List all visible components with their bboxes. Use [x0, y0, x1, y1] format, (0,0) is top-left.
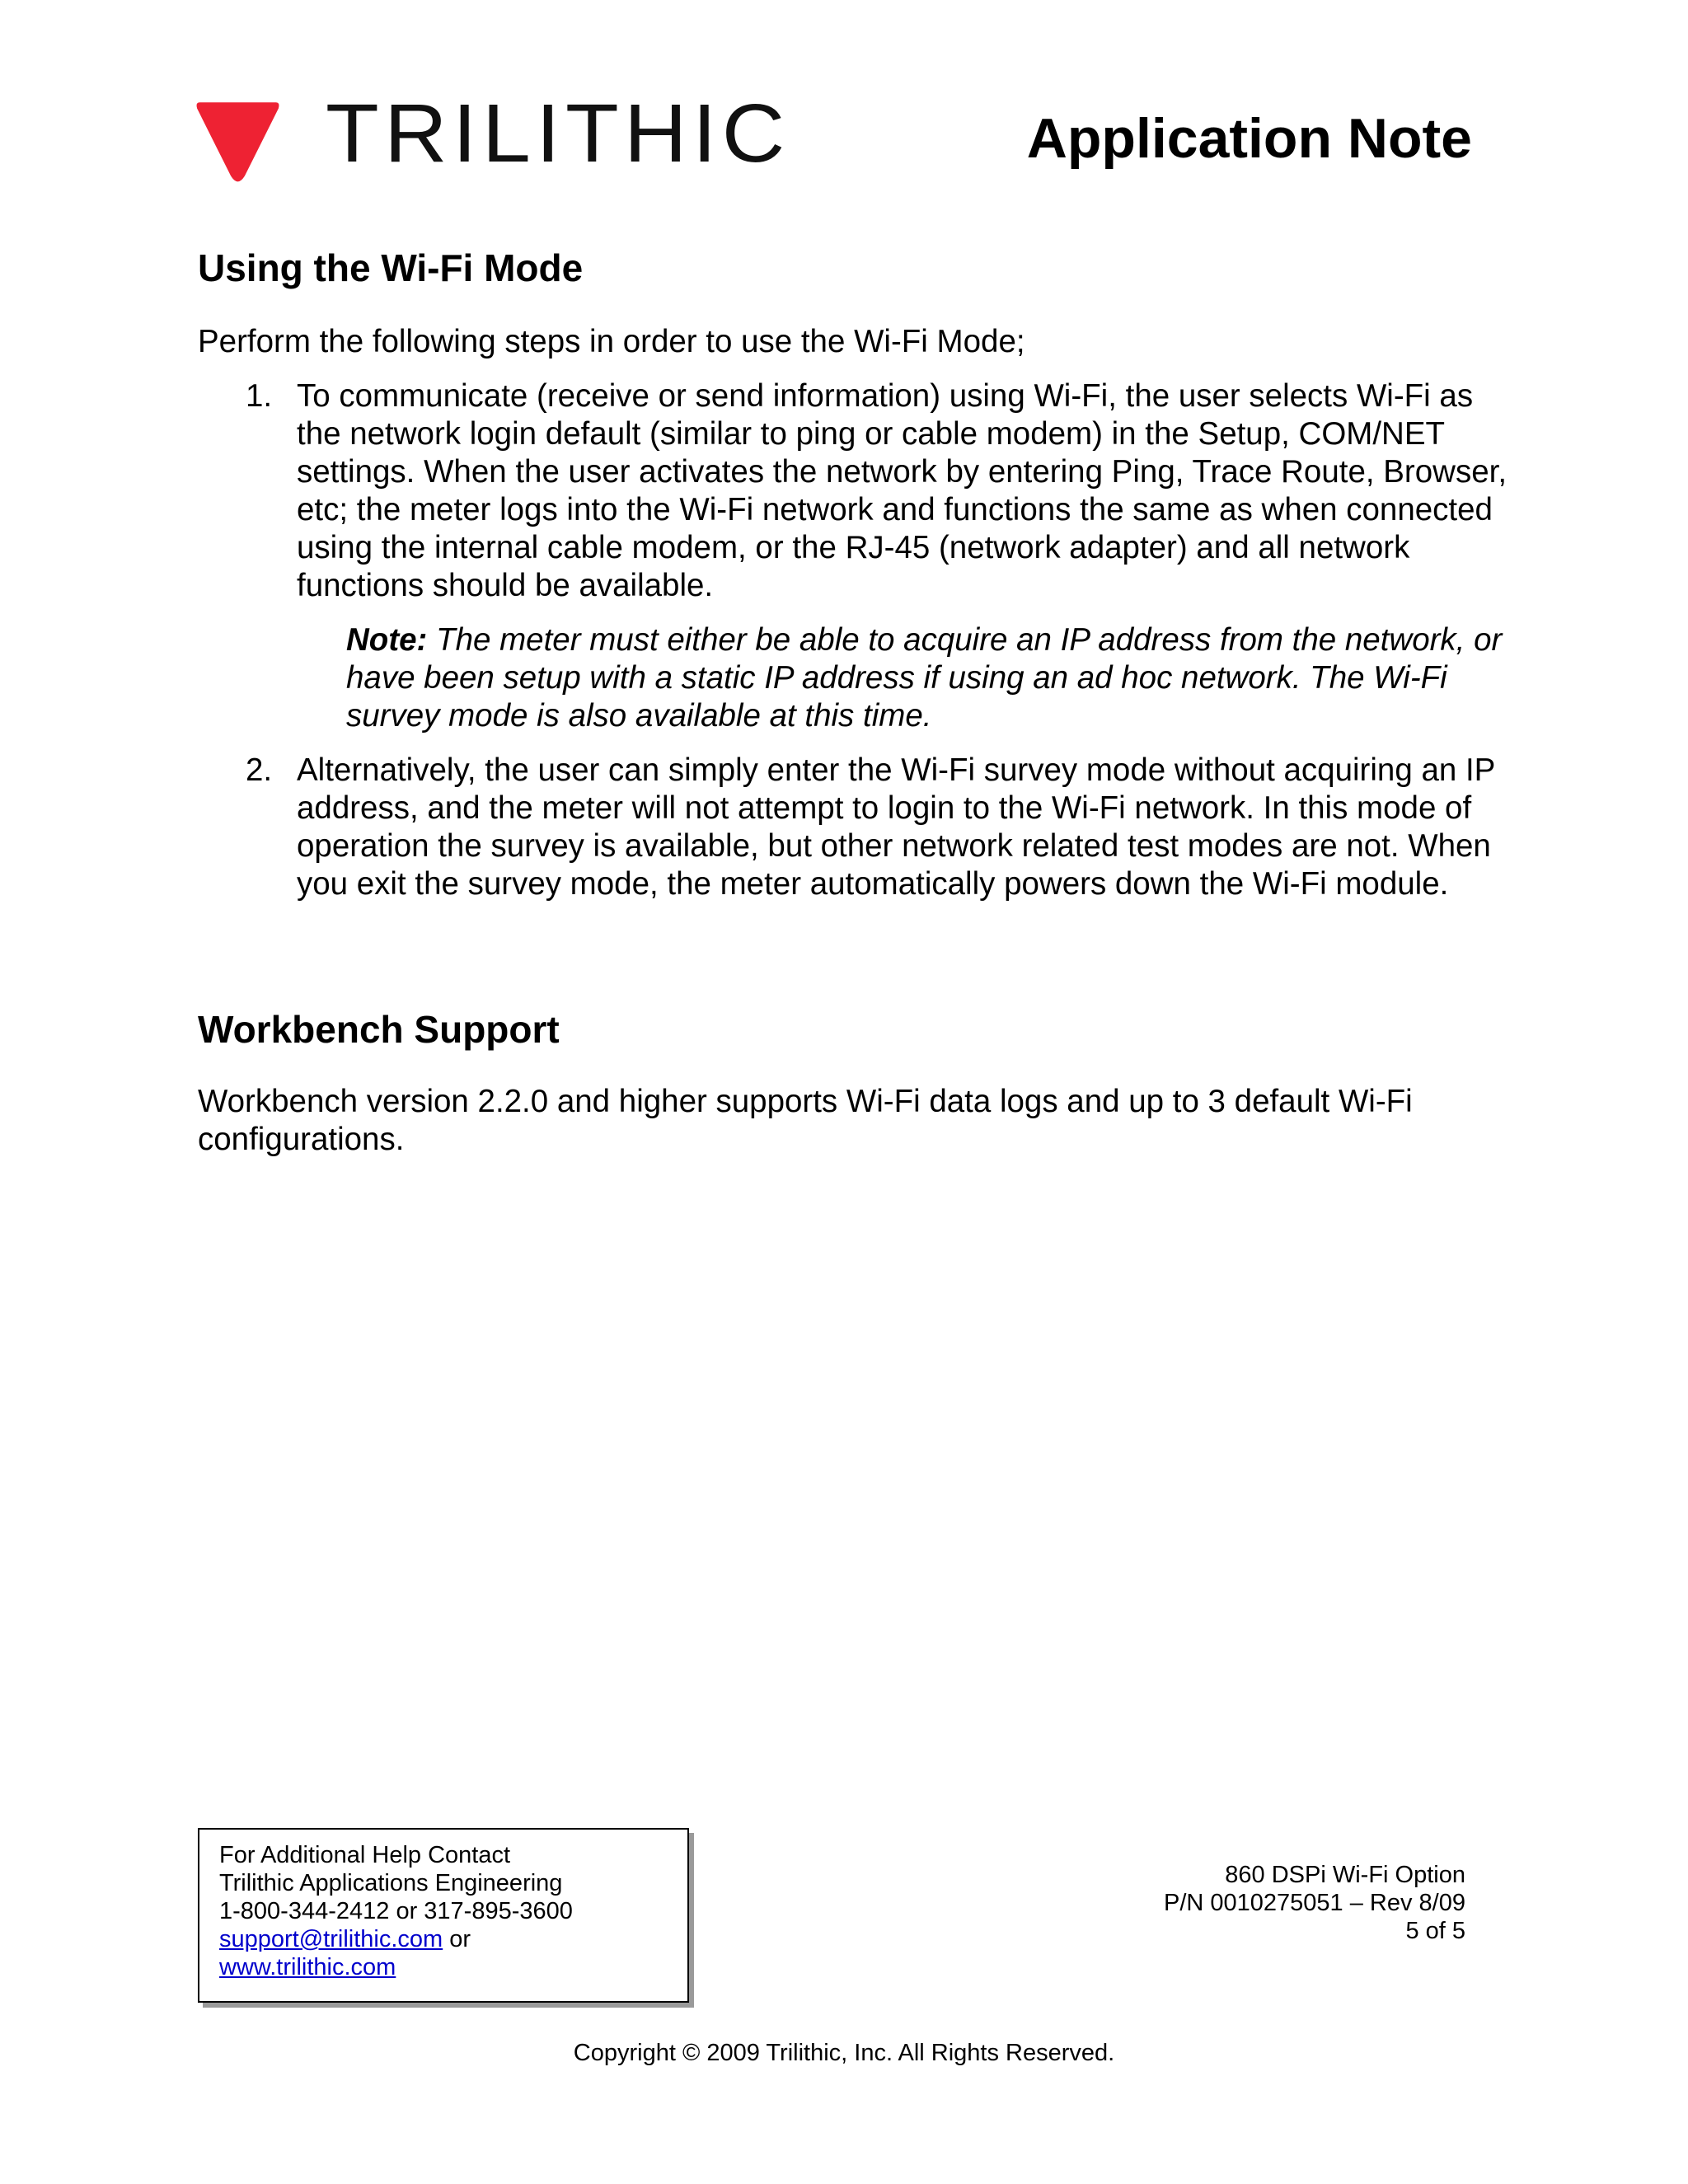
note-block — [346, 621, 1517, 735]
copyright-notice: Copyright © 2009 Trilithic, Inc. All Rights Reserved. — [573, 2040, 1115, 2066]
contact-line: For Additional Help Contact — [219, 1842, 511, 1868]
list-item-text: To communicate (receive or send information) using Wi-Fi, the user selects Wi-Fi as the network login default (similar to ping or cable modem) in the Setup, COM/NET settings. When the user activates the network by entering Ping, Trace Route, Browser, etc; the meter logs into the Wi-Fi network and functions the same as when connected using the internal cable modem, or the RJ-45 (network adapter) and all network functions should be available. — [297, 378, 1507, 603]
note-text: The meter must either be able to acquire an IP address from the network, or have been setup with a static IP address if using an ad hoc network. The Wi-Fi survey mode is also available at this time. — [346, 622, 1503, 733]
contact-box — [198, 1828, 689, 2003]
brand-wordmark: TRILITHIC — [326, 87, 790, 180]
trilithic-logo-icon — [195, 97, 281, 184]
workbench-support-text: Workbench version 2.2.0 and higher supports Wi-Fi data logs and up to 3 default Wi-Fi configurations. — [198, 1084, 1413, 1157]
list-item-number: 2. — [246, 752, 273, 788]
list-item-text: Alternatively, the user can simply enter the Wi-Fi survey mode without acquiring an IP address, and the meter will not attempt to login to the Wi-Fi network. In this mode of operation the survey is available, but other network related test modes are not. When you exit the survey mode, the meter automatically powers down the Wi-Fi module. — [297, 752, 1495, 902]
page-number: 5 of 5 — [1405, 1918, 1465, 1944]
list-item-number: 1. — [246, 378, 273, 414]
note-label: Note: — [346, 622, 428, 658]
contact-email-line — [219, 1925, 687, 1953]
section-title-wifi-mode: Using the Wi-Fi Mode — [198, 246, 584, 289]
contact-phone: 1-800-344-2412 or 317-895-3600 — [219, 1898, 573, 1924]
document-type-title: Application Note — [1026, 107, 1472, 170]
website-link[interactable]: www.trilithic.com — [219, 1954, 396, 1980]
document-info — [1164, 1861, 1465, 1945]
list-item — [198, 377, 1517, 735]
section-intro: Perform the following steps in order to use the Wi-Fi Mode; — [198, 324, 1025, 359]
steps-list — [198, 377, 1517, 903]
contact-website-line — [219, 1953, 687, 1981]
contact-or-text: or — [443, 1926, 471, 1952]
section-title-workbench-support: Workbench Support — [198, 1008, 560, 1051]
product-name: 860 DSPi Wi-Fi Option — [1225, 1862, 1465, 1888]
list-item — [198, 752, 1517, 903]
part-number: P/N 0010275051 – Rev 8/09 — [1164, 1890, 1465, 1916]
support-email-link[interactable]: support@trilithic.com — [219, 1926, 443, 1952]
contact-line: Trilithic Applications Engineering — [219, 1870, 563, 1896]
